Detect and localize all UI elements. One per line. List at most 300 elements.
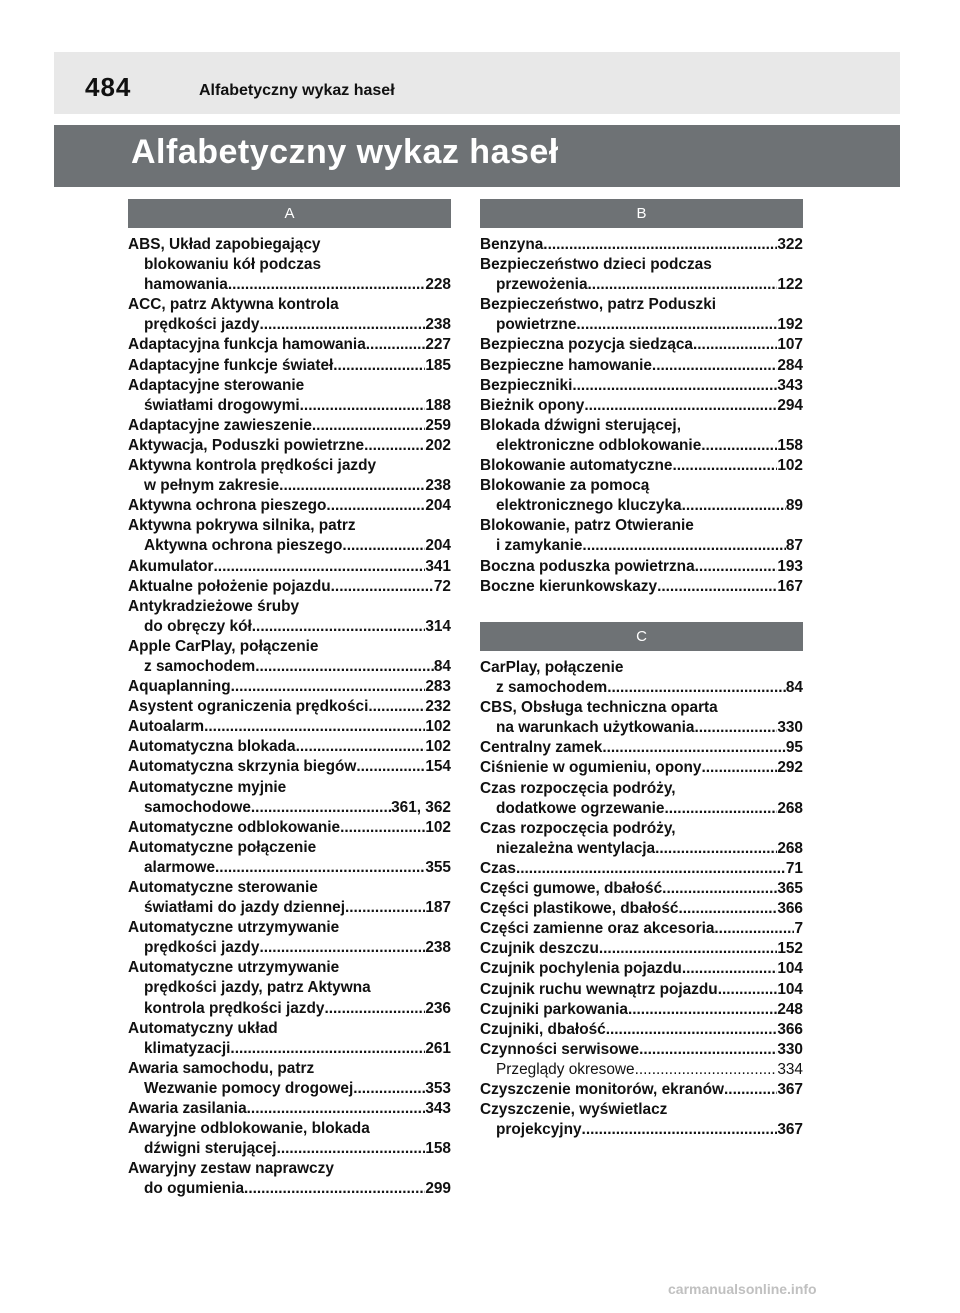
- entry-line: [128, 536, 451, 556]
- entry-page-number: 322: [777, 236, 803, 253]
- entry-page-number: 104: [777, 980, 803, 998]
- entry-page-number: 366: [777, 1020, 803, 1038]
- entry-line: [480, 456, 803, 476]
- entry-text: dźwigni sterującej: [144, 1140, 277, 1158]
- entry-line: [128, 335, 451, 355]
- entry-text: Adaptacyjne sterowanie: [128, 376, 305, 394]
- entry-line: [128, 275, 451, 295]
- index-entry: [128, 335, 451, 355]
- leader-dots: [695, 557, 778, 577]
- entry-text: Części plastikowe, dbałość: [480, 900, 679, 918]
- entry-line: [128, 235, 451, 255]
- leader-dots: [364, 436, 425, 456]
- entry-text: Bezpieczniki: [480, 376, 573, 394]
- leader-dots: [259, 315, 425, 335]
- leader-dots: [230, 1039, 425, 1059]
- entry-page-number: 238: [425, 316, 451, 334]
- index-entry: [480, 1000, 803, 1020]
- entry-text: światłami do jazdy dziennej: [144, 899, 345, 917]
- index-entry: [480, 1040, 803, 1060]
- entry-line: [480, 577, 803, 597]
- entry-line: [480, 235, 803, 255]
- index-entry: [480, 577, 803, 597]
- entry-line: [128, 637, 451, 657]
- entry-text: Benzyna: [480, 236, 544, 253]
- entry-text: Wezwanie pomocy drogowej: [144, 1079, 354, 1097]
- leader-dots: [599, 939, 777, 959]
- entry-line: [128, 958, 451, 978]
- index-entry: [128, 577, 451, 597]
- entry-line: [128, 918, 451, 938]
- entry-text: w pełnym zakresie: [144, 477, 280, 495]
- entry-text: kontrola prędkości jazdy: [144, 999, 325, 1017]
- entry-text: Automatyczny układ: [128, 1019, 278, 1037]
- leader-dots: [694, 718, 777, 738]
- entry-line: [480, 557, 803, 577]
- running-header-title: Alfabetyczny wykaz haseł: [199, 82, 395, 99]
- index-entry: [128, 1019, 451, 1059]
- entry-text: Aktywna kontrola prędkości jazdy: [128, 457, 377, 475]
- leader-dots: [231, 677, 426, 697]
- index-entry: [128, 737, 451, 757]
- leader-dots: [247, 1099, 426, 1119]
- index-entry: [480, 819, 803, 859]
- entry-page-number: 259: [425, 416, 451, 434]
- index-entry: [128, 878, 451, 918]
- entry-text: Boczne kierunkowskazy: [480, 577, 658, 595]
- entry-text: Aktywacja, Poduszki powietrzne: [128, 436, 365, 454]
- leader-dots: [214, 557, 426, 577]
- entry-line: [480, 859, 803, 879]
- entry-line: [480, 396, 803, 416]
- entry-line: [128, 757, 451, 777]
- entry-line: [480, 980, 803, 1000]
- entry-line: [128, 878, 451, 898]
- entry-text: Automatyczna blokada: [128, 738, 296, 756]
- entry-text: Aktywna ochrona pieszego: [128, 497, 327, 515]
- entry-text: Automatyczne utrzymywanie: [128, 959, 340, 977]
- index-entry: [480, 879, 803, 899]
- entry-page-number: 71: [785, 859, 803, 877]
- entry-line: [480, 779, 803, 799]
- entry-line: [128, 1139, 451, 1159]
- entry-text: Automatyczne myjnie: [128, 778, 287, 796]
- entry-page-number: 343: [777, 376, 803, 394]
- leader-dots: [333, 356, 425, 376]
- leader-dots: [356, 757, 425, 777]
- entry-text: prędkości jazdy: [144, 939, 260, 957]
- leader-dots: [204, 717, 425, 737]
- entry-text: przewożenia: [496, 276, 588, 294]
- entry-text: klimatyzacji: [144, 1039, 231, 1057]
- leader-dots: [244, 1179, 425, 1199]
- entry-text: Czyszczenie monitorów, ekranów: [480, 1080, 725, 1098]
- entry-page-number: 365: [777, 880, 803, 898]
- entry-page-number: 367: [777, 1080, 803, 1098]
- entry-text: Czynności serwisowe: [480, 1040, 640, 1058]
- entry-page-number: 238: [425, 477, 451, 495]
- entry-page-number: 366: [777, 900, 803, 918]
- entry-page-number: 167: [777, 577, 803, 595]
- entry-line: [128, 1039, 451, 1059]
- entry-text: Bezpieczeństwo dzieci podczas: [480, 256, 712, 274]
- entry-page-number: 353: [425, 1079, 451, 1097]
- index-entry: [128, 958, 451, 1018]
- index-entry: [480, 335, 803, 355]
- entry-line: [128, 999, 451, 1019]
- entry-text: Awaria samochodu, patrz: [128, 1059, 315, 1077]
- leader-dots: [582, 1120, 778, 1140]
- index-entry: [480, 658, 803, 698]
- index-entry: [480, 356, 803, 376]
- entry-line: [480, 516, 803, 536]
- entry-text: dodatkowe ogrzewanie: [496, 799, 665, 817]
- page-header-band: [54, 52, 900, 114]
- entry-page-number: 228: [425, 276, 451, 294]
- entry-page-number: 292: [777, 759, 803, 777]
- entry-page-number: 202: [425, 436, 451, 454]
- entry-page-number: 294: [777, 396, 803, 414]
- entry-page-number: 248: [777, 1000, 803, 1018]
- index-section-b: [480, 199, 803, 597]
- leader-dots: [682, 496, 786, 516]
- entry-line: [128, 255, 451, 275]
- entry-page-number: 343: [425, 1100, 451, 1118]
- index-entry: [480, 939, 803, 959]
- entry-line: [128, 496, 451, 516]
- leader-dots: [662, 879, 777, 899]
- leader-dots: [543, 235, 777, 255]
- entry-text: Bezpieczne hamowanie: [480, 356, 652, 374]
- entry-text: Boczna poduszka powietrzna: [480, 557, 695, 575]
- entry-page-number: 227: [425, 336, 451, 354]
- entry-line: [128, 677, 451, 697]
- entry-text: hamowania: [144, 276, 228, 294]
- entry-text: samochodowe: [144, 798, 251, 816]
- entry-line: [128, 697, 451, 717]
- entry-line: [480, 476, 803, 496]
- entry-line: [480, 436, 803, 456]
- entry-line: [128, 516, 451, 536]
- entry-line: [480, 1100, 803, 1120]
- entry-page-number: 102: [425, 818, 451, 836]
- entry-text: Części gumowe, dbałość: [480, 880, 663, 898]
- index-entry: [128, 677, 451, 697]
- entry-page-number: 102: [777, 457, 803, 475]
- leader-dots: [724, 1080, 777, 1100]
- leader-dots: [655, 839, 777, 859]
- leader-dots: [672, 456, 777, 476]
- leader-dots: [607, 678, 786, 698]
- entry-text: Apple CarPlay, połączenie: [128, 637, 319, 655]
- index-entry: [480, 456, 803, 476]
- entry-page-number: 367: [777, 1121, 803, 1139]
- entry-line: [480, 959, 803, 979]
- leader-dots: [572, 376, 777, 396]
- leader-dots: [277, 1139, 426, 1159]
- index-entry: [128, 557, 451, 577]
- entry-text: Awaria zasilania: [128, 1100, 247, 1118]
- entry-text: Automatyczna skrzynia biegów: [128, 758, 357, 776]
- entry-page-number: 87: [785, 537, 803, 555]
- entry-page-number: 84: [785, 679, 803, 697]
- entry-text: Adaptacyjne zawieszenie: [128, 416, 312, 434]
- index-entry: [128, 516, 451, 556]
- index-entry: [128, 456, 451, 496]
- entry-page-number: 72: [433, 577, 451, 595]
- entry-text: Czujniki parkowania: [480, 1000, 628, 1018]
- entry-text: Adaptacyjna funkcja hamowania: [128, 336, 366, 354]
- entry-list: [480, 235, 803, 597]
- entry-line: [480, 315, 803, 335]
- entry-page-number: 185: [425, 356, 451, 374]
- entry-page-number: 89: [785, 497, 803, 515]
- entry-page-number: 334: [777, 1060, 803, 1078]
- leader-dots: [652, 356, 777, 376]
- entry-line: [128, 737, 451, 757]
- entry-line: [480, 335, 803, 355]
- entry-line: [480, 1020, 803, 1040]
- entry-text: Autoalarm: [128, 718, 205, 736]
- leader-dots: [693, 335, 777, 355]
- entry-text: do obręczy kół: [144, 617, 252, 635]
- leader-dots: [584, 396, 777, 416]
- index-entry: [480, 376, 803, 396]
- index-entry: [128, 376, 451, 416]
- entry-page-number: 154: [425, 758, 451, 776]
- index-entry: [128, 356, 451, 376]
- entry-page-number: 158: [777, 436, 803, 454]
- entry-line: [480, 356, 803, 376]
- leader-dots: [353, 1079, 425, 1099]
- entry-text: Automatyczne połączenie: [128, 838, 317, 856]
- entry-line: [480, 738, 803, 758]
- entry-text: prędkości jazdy, patrz Aktywna: [144, 979, 371, 997]
- index-entry: [480, 1060, 803, 1080]
- entry-line: [480, 295, 803, 315]
- entry-page-number: 122: [777, 276, 803, 294]
- entry-page-number: 268: [777, 799, 803, 817]
- entry-text: z samochodem: [144, 657, 256, 675]
- entry-text: prędkości jazdy: [144, 316, 260, 334]
- entry-text: Części zamienne oraz akcesoria: [480, 920, 715, 938]
- leader-dots: [701, 758, 777, 778]
- entry-text: Automatyczne odblokowanie: [128, 818, 341, 836]
- entry-line: [128, 898, 451, 918]
- entry-line: [128, 315, 451, 335]
- leader-dots: [296, 737, 426, 757]
- entry-text: elektronicznego kluczyka: [496, 497, 682, 515]
- leader-dots: [664, 799, 777, 819]
- leader-dots: [255, 657, 434, 677]
- entry-text: Blokowanie za pomocą: [480, 477, 650, 495]
- index-entry: [128, 1159, 451, 1199]
- entry-page-number: 236: [425, 999, 451, 1017]
- entry-line: [128, 978, 451, 998]
- entry-text: CarPlay, połączenie: [480, 659, 624, 676]
- leader-dots: [252, 617, 426, 637]
- leader-dots: [324, 999, 425, 1019]
- leader-dots: [251, 798, 391, 818]
- leader-dots: [606, 1020, 778, 1040]
- entry-line: [480, 678, 803, 698]
- entry-line: [128, 938, 451, 958]
- leader-dots: [576, 315, 777, 335]
- index-entry: [480, 698, 803, 738]
- entry-line: [128, 617, 451, 637]
- leader-dots: [682, 959, 778, 979]
- leader-dots: [312, 416, 425, 436]
- entry-line: [480, 899, 803, 919]
- leader-dots: [300, 396, 426, 416]
- entry-line: [128, 838, 451, 858]
- entry-text: Blokada dźwigni sterującej,: [480, 416, 681, 434]
- entry-line: [480, 758, 803, 778]
- leader-dots: [342, 536, 425, 556]
- index-entry: [128, 1119, 451, 1159]
- leader-dots: [215, 858, 425, 878]
- entry-text: ABS, Układ zapobiegający: [128, 236, 321, 253]
- index-entry: [128, 757, 451, 777]
- entry-line: [128, 597, 451, 617]
- index-entry: [128, 235, 451, 295]
- leader-dots: [516, 859, 786, 879]
- entry-text: z samochodem: [496, 679, 608, 697]
- leader-dots: [678, 899, 777, 919]
- leader-dots: [326, 496, 425, 516]
- entry-text: Asystent ograniczenia prędkości: [128, 698, 369, 716]
- entry-line: [128, 1159, 451, 1179]
- entry-page-number: 102: [425, 718, 451, 736]
- entry-page-number: 314: [425, 617, 451, 635]
- index-entry: [480, 255, 803, 295]
- entry-line: [480, 255, 803, 275]
- entry-line: [128, 456, 451, 476]
- index-entry: [128, 496, 451, 516]
- index-entry: [128, 838, 451, 878]
- index-entry: [480, 919, 803, 939]
- entry-text: Automatyczne sterowanie: [128, 879, 318, 896]
- entry-page-number: 299: [425, 1180, 451, 1198]
- entry-text: Czujnik deszczu: [480, 940, 599, 958]
- index-section-a: [128, 199, 451, 1200]
- leader-dots: [345, 898, 425, 918]
- index-entry: [128, 295, 451, 335]
- entry-text: CBS, Obsługa techniczna oparta: [480, 699, 718, 717]
- entry-line: [480, 416, 803, 436]
- entry-list: [480, 658, 803, 1140]
- index-entry: [480, 738, 803, 758]
- entry-line: [480, 1120, 803, 1140]
- entry-line: [128, 858, 451, 878]
- entry-page-number: 330: [777, 1040, 803, 1058]
- entry-line: [480, 1040, 803, 1060]
- entry-text: niezależna wentylacja: [496, 839, 656, 857]
- entry-text: Bezpieczna pozycja siedząca: [480, 336, 693, 354]
- entry-page-number: 238: [425, 939, 451, 957]
- leader-dots: [582, 536, 785, 556]
- entry-text: Aktywna pokrywa silnika, patrz: [128, 517, 356, 535]
- entry-line: [480, 1060, 803, 1080]
- entry-page-number: 107: [777, 336, 803, 354]
- entry-line: [480, 376, 803, 396]
- section-letter-b: B: [480, 199, 803, 228]
- entry-page-number: 330: [777, 719, 803, 737]
- index-entry: [128, 918, 451, 958]
- entry-line: [128, 416, 451, 436]
- entry-line: [480, 536, 803, 556]
- leader-dots: [259, 938, 425, 958]
- index-entry: [128, 637, 451, 677]
- entry-page-number: 102: [425, 738, 451, 756]
- index-entry: [128, 697, 451, 717]
- index-entry: [480, 1100, 803, 1140]
- entry-line: [480, 718, 803, 738]
- entry-text: alarmowe: [144, 858, 216, 876]
- entry-line: [480, 919, 803, 939]
- leader-dots: [602, 738, 786, 758]
- entry-text: Czas rozpoczęcia podróży,: [480, 819, 676, 837]
- entry-text: światłami drogowymi: [144, 396, 300, 414]
- entry-line: [128, 1119, 451, 1139]
- entry-line: [128, 436, 451, 456]
- index-entry: [480, 779, 803, 819]
- entry-page-number: 284: [777, 356, 803, 374]
- entry-text: Czyszczenie, wyświetlacz: [480, 1101, 668, 1119]
- entry-text: Przeglądy okresowe: [496, 1060, 635, 1078]
- entry-page-number: 204: [425, 497, 451, 515]
- entry-line: [128, 1019, 451, 1039]
- entry-line: [480, 879, 803, 899]
- chapter-title: Alfabetyczny wykaz haseł: [131, 133, 559, 171]
- entry-page-number: 355: [425, 858, 451, 876]
- entry-text: na warunkach użytkowania: [496, 719, 695, 737]
- leader-dots: [714, 919, 794, 939]
- entry-line: [480, 698, 803, 718]
- entry-page-number: 188: [425, 396, 451, 414]
- index-entry: [480, 396, 803, 416]
- entry-line: [128, 798, 451, 818]
- entry-text: Ciśnienie w ogumieniu, opony: [480, 759, 702, 777]
- index-entry: [128, 416, 451, 436]
- entry-page-number: 204: [425, 537, 451, 555]
- entry-page-number: 84: [433, 657, 451, 675]
- leader-dots: [628, 1000, 777, 1020]
- leader-dots: [588, 275, 778, 295]
- entry-text: projekcyjny: [496, 1121, 582, 1139]
- entry-line: [480, 799, 803, 819]
- entry-line: [128, 717, 451, 737]
- entry-line: [128, 657, 451, 677]
- index-entry: [480, 980, 803, 1000]
- leader-dots: [701, 436, 777, 456]
- entry-text: Blokowanie automatyczne: [480, 457, 673, 475]
- leader-dots: [366, 335, 426, 355]
- entry-line: [128, 295, 451, 315]
- entry-page-number: 261: [425, 1039, 451, 1057]
- entry-page-number: 341: [425, 557, 451, 575]
- entry-line: [128, 476, 451, 496]
- entry-page-number: 192: [777, 316, 803, 334]
- entry-text: Automatyczne utrzymywanie: [128, 919, 340, 937]
- entry-line: [128, 376, 451, 396]
- index-entry: [480, 1020, 803, 1040]
- leader-dots: [635, 1060, 778, 1080]
- index-entry: [128, 778, 451, 818]
- entry-page-number: 361, 362: [391, 798, 451, 816]
- index-entry: [480, 295, 803, 335]
- leader-dots: [279, 476, 425, 496]
